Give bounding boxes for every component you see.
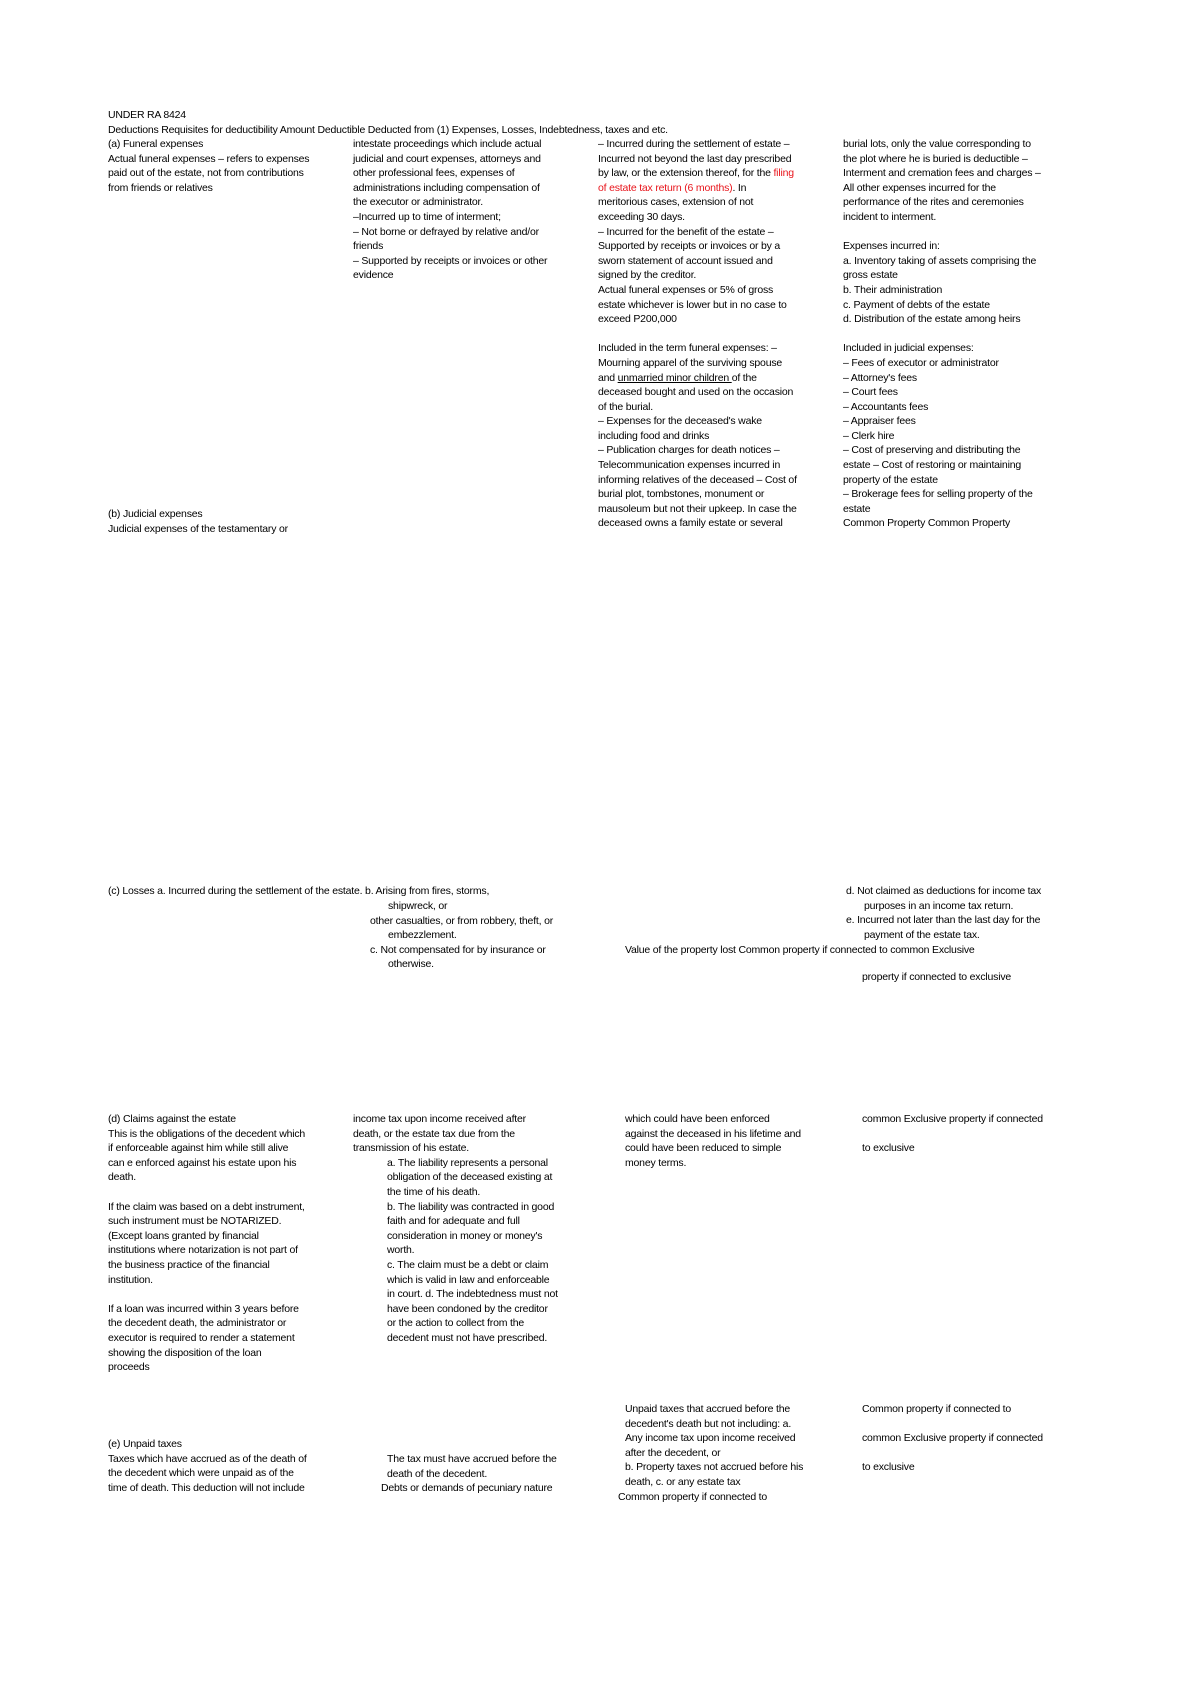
text-line: estate whichever is lower but in no case to xyxy=(598,298,787,311)
text-line: institutions where notarization is not part of xyxy=(108,1244,298,1257)
text-line: exceeding 30 days. xyxy=(598,210,685,223)
text-line: proceeds xyxy=(108,1361,150,1374)
text-line: d. Not claimed as deductions for income tax xyxy=(846,885,1042,897)
judicial-requisites xyxy=(353,137,547,283)
text-line: administrations including compensation of xyxy=(353,181,540,194)
text-span: of the xyxy=(731,371,757,384)
text-line: a. The liability represents a personal xyxy=(387,1156,548,1169)
text-line: Common property if connected to xyxy=(618,1491,768,1503)
row-label-unpaid-taxes: (e) Unpaid taxes xyxy=(108,1438,182,1450)
text-line: – Not borne or defrayed by relative and/or xyxy=(353,225,539,238)
header-block xyxy=(108,108,668,137)
row-label-claims: (d) Claims against the estate xyxy=(108,1113,236,1125)
text-line: Unpaid taxes that accrued before the xyxy=(625,1403,790,1415)
text-line: death. xyxy=(108,1171,136,1184)
text-line: Taxes which have accrued as of the death of xyxy=(108,1452,307,1465)
text-line: friends xyxy=(353,240,384,253)
text-line: b. The liability was contracted in good xyxy=(387,1200,555,1213)
highlighted-text: of estate tax return (6 months) xyxy=(598,181,733,194)
underlined-text: unmarried minor children xyxy=(617,371,732,384)
losses-requisites-continued xyxy=(846,884,1041,942)
unpaid-taxes-amount xyxy=(625,1402,803,1490)
text-line: burial plot, tombstones, monument or xyxy=(598,488,765,501)
text-line: which could have been enforced xyxy=(625,1113,770,1125)
text-line: Value of the property lost Common property if connected to common Exclusive xyxy=(625,944,975,956)
text-line: the business practice of the financial xyxy=(108,1258,270,1271)
text-line: exceed P200,000 xyxy=(598,313,677,326)
text-line: a. Inventory taking of assets comprising the xyxy=(843,254,1037,267)
text-line: Any income tax upon income received xyxy=(625,1432,796,1445)
claims-amount xyxy=(625,1112,801,1170)
text-line: the decedent death, the administrator or xyxy=(108,1317,287,1330)
document-title: UNDER RA 8424 xyxy=(108,109,186,121)
losses-deducted-from xyxy=(862,970,1011,985)
text-line: – Incurred for the benefit of the estate – xyxy=(598,225,774,238)
text-line: paid out of the estate, not from contributions xyxy=(108,167,304,180)
unpaid-taxes-deducted-from-1 xyxy=(862,1402,1011,1417)
text-line: incident to interment. xyxy=(843,210,937,223)
text-line: of the burial. xyxy=(598,400,653,413)
text-line: – Accountants fees xyxy=(843,400,929,413)
text-line: other professional fees, expenses of xyxy=(353,167,515,180)
text-line: such instrument must be NOTARIZED. xyxy=(108,1215,282,1228)
text-span: and xyxy=(598,371,618,384)
text-line: can e enforced against his estate upon his xyxy=(108,1156,297,1169)
text-line: payment of the estate tax. xyxy=(864,928,980,941)
judicial-expenses-definition xyxy=(108,507,288,536)
text-line: Included in the term funeral expenses: – xyxy=(598,342,777,355)
losses-line xyxy=(108,884,489,899)
text-line: to exclusive xyxy=(862,1142,915,1154)
text-line: Interment and cremation fees and charges – xyxy=(843,167,1041,180)
text-line: If a loan was incurred within 3 years before xyxy=(108,1302,299,1315)
text-line: worth. xyxy=(387,1244,415,1257)
text-line: mausoleum but not their upkeep. In case the xyxy=(598,502,797,515)
text-line: common Exclusive property if connected xyxy=(862,1432,1043,1444)
text-line: Actual funeral expenses – refers to expenses xyxy=(108,152,310,165)
text-line: decedent's death but not including: a. xyxy=(625,1417,792,1430)
text-line: death of the decedent. xyxy=(387,1467,488,1480)
text-line: burial lots, only the value corresponding to xyxy=(843,138,1031,150)
text-line: which is valid in law and enforceable xyxy=(387,1273,550,1286)
text-line: – Publication charges for death notices – xyxy=(598,444,780,457)
row-label-losses: (c) Losses a. Incurred during the settlement of the estate. b. Arising from fires, storms, xyxy=(108,885,490,897)
unpaid-taxes-amount-continued xyxy=(618,1490,767,1505)
text-line: the plot where he is buried is deductible – xyxy=(843,152,1028,165)
text-line: Common Property Common Property xyxy=(843,517,1011,530)
text-line: consideration in money or money's xyxy=(387,1229,543,1242)
text-line: – Brokerage fees for selling property of the xyxy=(843,488,1033,501)
row-label-funeral: (a) Funeral expenses xyxy=(108,138,204,150)
text-line: embezzlement. xyxy=(388,929,457,942)
unpaid-taxes-requisites xyxy=(387,1452,557,1481)
text-line: meritorious cases, extension of not xyxy=(598,196,754,209)
text-line: –Incurred up to time of interment; xyxy=(353,210,501,223)
text-line: income tax upon income received after xyxy=(353,1113,526,1125)
text-line: e. Incurred not later than the last day for the xyxy=(846,914,1041,927)
unpaid-taxes-requisites-continued xyxy=(381,1481,552,1496)
text-line: c. The claim must be a debt or claim xyxy=(387,1258,549,1271)
text-line: the executor or administrator. xyxy=(353,196,483,209)
text-line: against the deceased in his lifetime and xyxy=(625,1127,801,1140)
text-span: . In xyxy=(732,181,747,194)
text-line: signed by the creditor. xyxy=(598,269,697,282)
text-line: Judicial expenses of the testamentary or xyxy=(108,522,288,535)
claims-deducted-from xyxy=(862,1112,1043,1127)
text-line: to exclusive xyxy=(862,1461,915,1473)
text-line: property of the estate xyxy=(843,473,938,486)
text-line xyxy=(598,371,797,386)
text-line: Included in judicial expenses: xyxy=(843,342,974,355)
text-line: common Exclusive property if connected xyxy=(862,1113,1043,1125)
losses-requisites xyxy=(370,899,553,972)
text-line: – Cost of preserving and distributing the xyxy=(843,444,1021,457)
text-line: Expenses incurred in: xyxy=(843,240,940,253)
text-span: by law, or the extension thereof, for the xyxy=(598,167,774,180)
text-line: showing the disposition of the loan xyxy=(108,1346,262,1359)
funeral-expenses-definition xyxy=(108,137,309,195)
text-line: Mourning apparel of the surviving spouse xyxy=(598,356,783,369)
text-line: otherwise. xyxy=(388,958,434,971)
text-line: All other expenses incurred for the xyxy=(843,181,996,194)
text-line: property if connected to exclusive xyxy=(862,971,1012,983)
text-line: – Supported by receipts or invoices or other xyxy=(353,254,548,267)
text-line: other casualties, or from robbery, theft, or xyxy=(370,914,554,927)
text-line: – Appraiser fees xyxy=(843,415,916,428)
unpaid-taxes-deducted-from-3 xyxy=(862,1460,914,1475)
text-line: including food and drinks xyxy=(598,429,710,442)
text-line: – Incurred during the settlement of estate – xyxy=(598,138,790,150)
text-line: deceased owns a family estate or several xyxy=(598,517,783,530)
text-line: estate xyxy=(843,502,871,515)
text-line: intestate proceedings which include actual xyxy=(353,138,542,150)
text-line: b. Property taxes not accrued before his xyxy=(625,1461,804,1474)
text-line: gross estate xyxy=(843,269,898,282)
text-line: – Clerk hire xyxy=(843,429,895,442)
text-line: – Fees of executor or administrator xyxy=(843,356,999,369)
text-line: Debts or demands of pecuniary nature xyxy=(381,1482,553,1494)
text-line: could have been reduced to simple xyxy=(625,1142,782,1155)
text-line: institution. xyxy=(108,1273,153,1286)
text-line: judicial and court expenses, attorneys and xyxy=(353,152,541,165)
text-line: c. Not compensated for by insurance or xyxy=(370,943,546,956)
text-line: executor is required to render a statement xyxy=(108,1331,295,1344)
text-line: faith and for adequate and full xyxy=(387,1215,520,1228)
text-line: – Attorney's fees xyxy=(843,371,917,384)
unpaid-taxes-definition xyxy=(108,1437,307,1495)
unpaid-taxes-deducted-from-2 xyxy=(862,1431,1043,1446)
text-line xyxy=(598,181,797,196)
text-line: money terms. xyxy=(625,1156,687,1169)
text-line: sworn statement of account issued and xyxy=(598,254,773,267)
highlighted-text: filing xyxy=(773,167,794,180)
text-line: time of death. This deduction will not include xyxy=(108,1481,305,1494)
text-line: if enforceable against him while still alive xyxy=(108,1142,289,1155)
text-line: the decedent which were unpaid as of the xyxy=(108,1467,294,1480)
text-line: death, or the estate tax due from the xyxy=(353,1127,515,1140)
text-line: from friends or relatives xyxy=(108,181,213,194)
text-line: shipwreck, or xyxy=(388,900,448,912)
text-line: deceased bought and used on the occasion xyxy=(598,386,794,399)
claims-deducted-from-continued xyxy=(862,1141,914,1156)
text-line: This is the obligations of the decedent which xyxy=(108,1127,306,1140)
row-label-judicial: (b) Judicial expenses xyxy=(108,508,203,520)
text-line: obligation of the deceased existing at xyxy=(387,1171,553,1184)
text-line: informing relatives of the deceased – Cost of xyxy=(598,473,797,486)
column-headings: Deductions Requisites for deductibility Amount Deductible Deducted from (1) Expenses, Losses, Indebtedness, taxes and etc. xyxy=(108,123,668,136)
text-line: estate – Cost of restoring or maintaining xyxy=(843,459,1021,472)
text-line: Telecommunication expenses incurred in xyxy=(598,459,781,472)
text-line: have been condoned by the creditor xyxy=(387,1302,548,1315)
text-line: If the claim was based on a debt instrument, xyxy=(108,1200,305,1213)
text-line: – Expenses for the deceased's wake xyxy=(598,415,762,428)
text-line: the time of his death. xyxy=(387,1185,481,1198)
text-line: death, c. or any estate tax xyxy=(625,1475,741,1488)
text-line: Incurred not beyond the last day prescribed xyxy=(598,152,792,165)
column-four-funeral-judicial xyxy=(843,137,1041,531)
text-line: evidence xyxy=(353,269,394,282)
text-line: transmission of his estate. xyxy=(353,1142,469,1155)
text-line: (Except loans granted by financial xyxy=(108,1229,259,1242)
text-line: after the decedent, or xyxy=(625,1446,721,1459)
claims-requisites xyxy=(353,1112,558,1346)
text-line: – Court fees xyxy=(843,386,898,399)
text-line: Supported by receipts or invoices or by a xyxy=(598,240,781,253)
text-line: c. Payment of debts of the estate xyxy=(843,298,990,311)
text-line: decedent must not have prescribed. xyxy=(387,1331,548,1344)
text-line: Common property if connected to xyxy=(862,1403,1012,1415)
claims-definition xyxy=(108,1112,305,1375)
losses-amount xyxy=(625,943,975,958)
text-line: or the action to collect from the xyxy=(387,1317,524,1330)
text-line: Actual funeral expenses or 5% of gross xyxy=(598,283,774,296)
text-line: The tax must have accrued before the xyxy=(387,1453,557,1465)
text-line: b. Their administration xyxy=(843,283,943,296)
text-line: purposes in an income tax return. xyxy=(864,899,1014,912)
text-line xyxy=(598,166,797,181)
text-line: d. Distribution of the estate among heirs xyxy=(843,313,1021,326)
text-line: in court. d. The indebtedness must not xyxy=(387,1288,558,1301)
text-line: performance of the rites and ceremonies xyxy=(843,196,1024,209)
funeral-requisites xyxy=(598,137,797,531)
